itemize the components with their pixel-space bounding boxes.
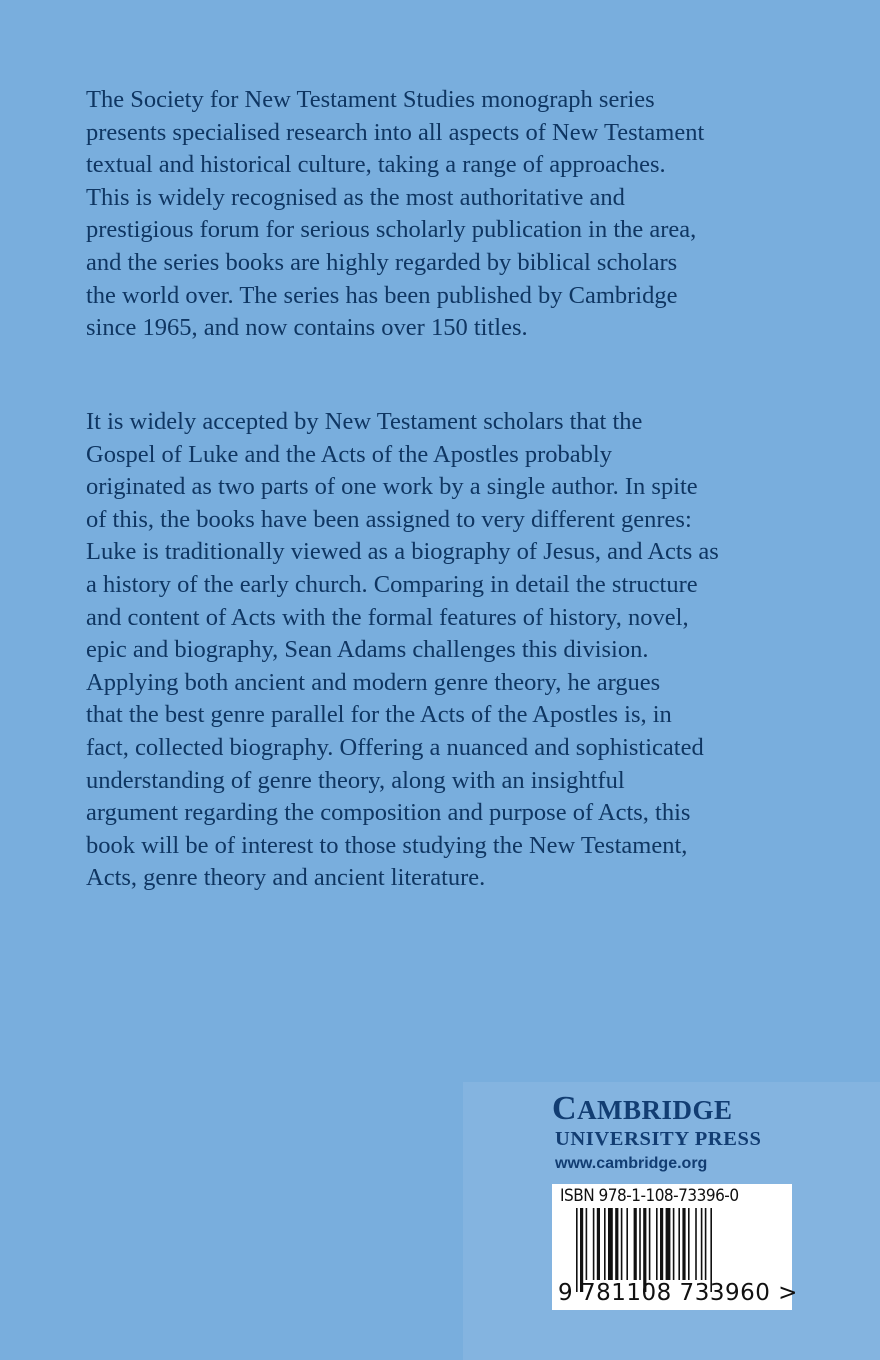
text-line: that the best genre parallel for the Acts of the Apostles is, in [86, 701, 672, 729]
barcode-bar [701, 1208, 703, 1280]
barcode-bar [621, 1208, 623, 1280]
text-line: Gospel of Luke and the Acts of the Apostles probably [86, 440, 612, 468]
text-line: since 1965, and now contains over 150 titles. [86, 314, 528, 342]
barcode-bar [634, 1208, 637, 1280]
barcode-bar [673, 1208, 675, 1280]
text-line: Luke is traditionally viewed as a biography of Jesus, and Acts as [86, 538, 719, 566]
barcode-bar [639, 1208, 641, 1280]
text-line: textual and historical culture, taking a range of approaches. [86, 151, 666, 179]
series-description [86, 84, 704, 345]
barcode-bar [649, 1208, 651, 1280]
barcode-bar [586, 1208, 588, 1280]
text-line: It is widely accepted by New Testament scholars that the [86, 408, 643, 435]
text-line: of this, the books have been assigned to very different genres: [86, 505, 692, 533]
text-line: originated as two parts of one work by a single author. In spite [86, 473, 698, 501]
barcode-bar [666, 1208, 671, 1280]
text-line: understanding of genre theory, along with an insightful [86, 766, 625, 794]
barcode-bar [626, 1208, 628, 1280]
publisher-logo [552, 1090, 733, 1128]
text-line: a history of the early church. Comparing in detail the structure [86, 570, 698, 598]
barcode-bar [593, 1208, 595, 1280]
barcode-bar [688, 1208, 690, 1280]
barcode-bar [705, 1208, 707, 1280]
book-description [86, 406, 719, 895]
publisher-url: www.cambridge.org [555, 1155, 708, 1172]
text-line: book will be of interest to those studying the New Testament, [86, 831, 688, 859]
logo-initial: C [552, 1090, 578, 1127]
text-line: The Society for New Testament Studies monograph series [86, 86, 655, 113]
text-line: and the series books are highly regarded by biblical scholars [86, 248, 678, 276]
barcode-bar [615, 1208, 618, 1280]
text-line: and content of Acts with the formal features of history, novel, [86, 603, 689, 631]
logo-name: AMBRIDGE [577, 1095, 733, 1125]
publisher-subtitle: UNIVERSITY PRESS [555, 1128, 762, 1150]
text-line: epic and biography, Sean Adams challenges this division. [86, 636, 649, 664]
text-line: fact, collected biography. Offering a nuanced and sophisticated [86, 733, 704, 761]
text-line: prestigious forum for serious scholarly publication in the area, [86, 216, 697, 244]
barcode-bar [660, 1208, 663, 1280]
text-line: the world over. The series has been published by Cambridge [86, 281, 678, 309]
text-line: presents specialised research into all aspects of New Testament [86, 118, 705, 146]
barcode-bar [656, 1208, 658, 1280]
barcode-bar [682, 1208, 685, 1280]
text-line: Acts, genre theory and ancient literature. [86, 864, 486, 892]
barcode-bar [597, 1208, 600, 1280]
barcode-bar [695, 1208, 697, 1280]
barcode-bar [608, 1208, 613, 1280]
barcode-bar [678, 1208, 680, 1280]
isbn-barcode [552, 1184, 798, 1310]
text-line: Applying both ancient and modern genre theory, he argues [86, 668, 661, 696]
barcode-bar [604, 1208, 606, 1280]
isbn-label: ISBN 978-1-108-73396-0 [560, 1186, 739, 1206]
text-line: argument regarding the composition and purpose of Acts, this [86, 799, 691, 827]
text-line: This is widely recognised as the most authoritative and [86, 183, 625, 211]
barcode-digits: 9 781108 733960 > [558, 1280, 798, 1306]
